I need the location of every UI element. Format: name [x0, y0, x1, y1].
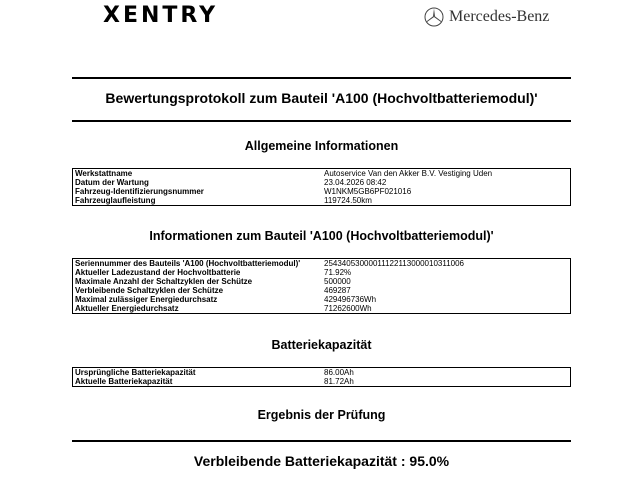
row-label: Fahrzeuglaufleistung: [75, 196, 156, 205]
row-value: 25434053000011122113000010311006: [324, 259, 464, 268]
row-label: Verbleibende Schaltzyklen der Schütze: [75, 286, 224, 295]
title-divider: [72, 120, 571, 122]
row-label: Aktuelle Batteriekapazität: [75, 377, 173, 386]
row-label: Aktueller Energiedurchsatz: [75, 304, 179, 313]
row-label: Datum der Wartung: [75, 178, 149, 187]
general-info-table: [72, 168, 571, 206]
table-row: [73, 377, 571, 387]
row-value: Autoservice Van den Akker B.V. Vestiging Uden: [324, 169, 493, 178]
table-row: [73, 169, 571, 179]
document-title: Bewertungsprotokoll zum Bauteil 'A100 (Hochvoltbatteriemodul)': [105, 90, 538, 106]
table-row: [73, 268, 571, 277]
xentry-logo: XENTRY: [103, 3, 219, 28]
table-row: [73, 295, 571, 304]
row-value: 71262600Wh: [324, 304, 372, 313]
table-row: [73, 178, 571, 187]
capacity-table: [72, 367, 571, 387]
table-row: [73, 196, 571, 206]
row-value: 119724.50km: [324, 196, 372, 205]
table-row: [73, 368, 571, 378]
row-label: Seriennummer des Bauteils 'A100 (Hochvoltbatteriemodul)': [75, 259, 301, 268]
row-value: 469287: [324, 286, 351, 295]
row-label: Aktueller Ladezustand der Hochvoltbatterie: [75, 268, 241, 277]
row-label: Maximale Anzahl der Schaltzyklen der Schütze: [75, 277, 253, 286]
row-value: 500000: [324, 277, 351, 286]
component-info-table: [72, 258, 571, 314]
row-label: Fahrzeug-Identifizierungsnummer: [75, 187, 204, 196]
section-heading-component: Informationen zum Bauteil 'A100 (Hochvoltbatteriemodul)': [149, 229, 494, 243]
table-row: [73, 286, 571, 295]
mercedes-benz-logo: [424, 7, 549, 27]
row-value: 81.72Ah: [324, 377, 354, 386]
table-row: [73, 304, 571, 314]
result-divider: [72, 440, 571, 442]
table-row: [73, 259, 571, 269]
row-label: Werkstattname: [75, 169, 133, 178]
row-value: 86.00Ah: [324, 368, 354, 377]
row-label: Ursprüngliche Batteriekapazität: [75, 368, 196, 377]
section-heading-result: Ergebnis der Prüfung: [257, 408, 386, 422]
section-heading-general: Allgemeine Informationen: [244, 139, 399, 153]
top-divider: [72, 77, 571, 79]
result-text: Verbleibende Batteriekapazität : 95.0%: [193, 453, 450, 469]
table-row: [73, 187, 571, 196]
row-value: W1NKM5GB6PF021016: [324, 187, 412, 196]
row-label: Maximal zulässiger Energiedurchsatz: [75, 295, 218, 304]
table-row: [73, 277, 571, 286]
row-value: 23.04.2026 08:42: [324, 178, 387, 187]
brand-name: Mercedes-Benz: [449, 8, 550, 25]
row-value: 71.92%: [324, 268, 352, 277]
mercedes-star-icon: [424, 7, 444, 27]
section-heading-capacity: Batteriekapazität: [271, 338, 372, 352]
row-value: 429496736Wh: [324, 295, 377, 304]
